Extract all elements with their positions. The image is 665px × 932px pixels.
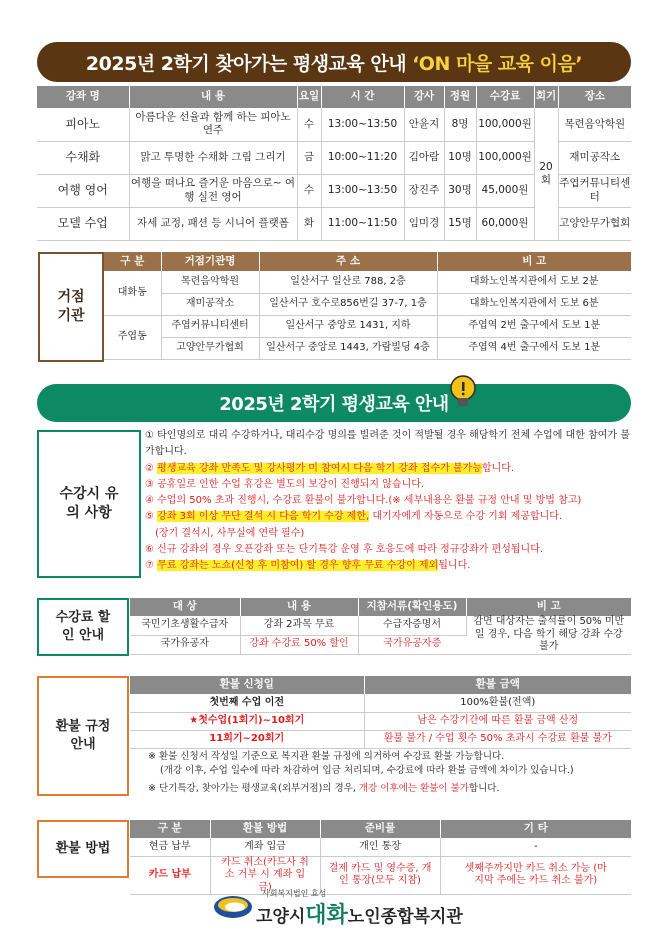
discount-note: 감면 대상자는 출석률이 50% 미만일 경우, 다음 학기 해당 강좌 수강 불가: [466, 616, 631, 654]
discount-doc: 수급자증명서: [358, 616, 466, 635]
course-place: 재미공작소: [558, 141, 631, 174]
method-header: [130, 820, 631, 838]
refund-amount: 남은 수강기간에 따른 환불 금액 산정: [364, 712, 631, 730]
discount-content: 강좌 수강료 50% 할인: [240, 635, 358, 654]
course-header: [37, 86, 631, 108]
col-document: 지참서류(확인용도): [358, 598, 466, 616]
course-name: 모델 수업: [37, 207, 129, 240]
col-day: 요일: [297, 86, 321, 108]
note-4: ④ 수업의 50% 초과 진행시, 수강료 환불이 불가합니다.(※ 세부내용은 환불 규정 안내 및 방법 참고): [145, 495, 582, 507]
col-fee: 수강료: [476, 86, 534, 108]
course-fee: 45,000원: [476, 174, 534, 207]
table-row: [104, 293, 631, 315]
col-note: 비 고: [466, 598, 631, 616]
course-day: 금: [297, 141, 321, 174]
col-time: 시 간: [321, 86, 404, 108]
course-fee: 100,000원: [476, 141, 534, 174]
course-place: 주엽커뮤니티센터: [558, 174, 631, 207]
method-type: 카드 납부: [130, 856, 210, 895]
note-1: ① 타인명의로 대리 수강하거나, 대리수강 명의를 빌려준 것이 적발될 경우 해당학기 전체 수업에 대한 참여가 불가합니다.: [145, 430, 630, 458]
refund-when: ★첫수업(1회기)~10회기: [130, 712, 364, 730]
note-3: ③ 공휴일로 인한 수업 휴강은 별도의 보강이 진행되지 않습니다.: [145, 478, 425, 490]
base-area: 대화동: [104, 271, 161, 315]
method-how: 계좌 입금: [210, 838, 320, 856]
col-area: 구 분: [104, 252, 161, 271]
refund-footnote-3: ※ 단기특강, 찾아가는 평생교육(외부거점)의 경우, 개강 이후에는 환불이 불가합니다.: [148, 783, 500, 794]
discount-header: [130, 598, 631, 616]
method-prep: 개인 통장: [320, 838, 440, 856]
table-row: [130, 730, 631, 748]
table-row: [130, 838, 631, 856]
discount-target: 국민기초생활수급자: [130, 616, 240, 635]
course-teacher: 안윤지: [404, 108, 444, 141]
base-note: 대화노인복지관에서 도보 6분: [437, 293, 631, 315]
discount-table: [130, 598, 631, 655]
refund-table: [130, 676, 631, 749]
top-banner: [37, 42, 631, 82]
course-capacity: 15명: [444, 207, 476, 240]
refund-amount: 100%환불(전액): [364, 694, 631, 712]
course-day: 화: [297, 207, 321, 240]
course-time: 10:00~11:20: [321, 141, 404, 174]
course-sessions: 20회: [534, 108, 558, 240]
base-address: 일산서구 중앙로 1443, 가람빌딩 4층: [259, 337, 437, 359]
base-note: 주엽역 2번 출구에서 도보 1분: [437, 315, 631, 337]
table-row: [104, 337, 631, 359]
notes-list: [145, 428, 635, 575]
method-label: 환불 방법: [37, 820, 129, 878]
col-sessions: 회기: [534, 86, 558, 108]
course-fee: 100,000원: [476, 108, 534, 141]
course-name: 수채화: [37, 141, 129, 174]
col-target: 대 상: [130, 598, 240, 616]
refund-footnote-2: (개강 이후, 수업 일수에 따라 차감하여 입금 처리되며, 수강료에 따라 환불 금액에 차이가 있습니다.): [160, 765, 574, 776]
course-content: 아름다운 선율과 함께 하는 피아노 연주: [129, 108, 297, 141]
col-teacher: 강사: [404, 86, 444, 108]
course-content: 맑고 투명한 수채화 그림 그리기: [129, 141, 297, 174]
table-row: [130, 712, 631, 730]
course-place: 목련음악학원: [558, 108, 631, 141]
note-6: ⑥ 신규 강좌의 경우 오픈강좌 또는 단기특강 운영 후 호응도에 따라 정규강좌가 편성됩니다.: [145, 544, 544, 556]
note-2: ② 평생교육 강좌 만족도 및 강사평가 미 참여시 다음 학기 강좌 접수가 불가능합니다.: [145, 462, 515, 474]
course-capacity: 30명: [444, 174, 476, 207]
col-prep: 준비물: [320, 820, 440, 838]
course-content: 자세 교정, 패션 등 시니어 플랫폼: [129, 207, 297, 240]
course-day: 수: [297, 108, 321, 141]
course-name: 여행 영어: [37, 174, 129, 207]
refund-amount: 환불 불가 / 수업 횟수 50% 초과시 수강료 환불 불가: [364, 730, 631, 748]
col-address: 주 소: [259, 252, 437, 271]
refund-footnote-1: ※ 환불 신청서 작성일 기준으로 복지관 환불 규정에 의거하여 수강료 환불 가능합니다.: [148, 751, 505, 762]
method-prep: 결제 카드 및 영수증, 개인 통장(모두 지참): [320, 856, 440, 895]
banner2-title: 2025년 2학기 평생교육 안내: [219, 394, 449, 415]
course-fee: 60,000원: [476, 207, 534, 240]
table-row: [130, 694, 631, 712]
footer-logo: [212, 888, 463, 928]
table-row: [104, 315, 631, 337]
discount-doc: 국가유공자증: [358, 635, 466, 654]
col-refund-date: 환불 신청일: [130, 676, 364, 694]
course-day: 수: [297, 174, 321, 207]
base-address: 일산서구 호수로856번길 37-7, 1층: [259, 293, 437, 315]
banner-title: 2025년 2학기 찾아가는 평생교육 안내: [85, 52, 407, 75]
course-teacher: 장진주: [404, 174, 444, 207]
col-content: 내 용: [240, 598, 358, 616]
col-type: 구 분: [130, 820, 210, 838]
method-etc: 셋째주까지만 카드 취소 가능 (마지막 주에는 카드 취소 불가): [440, 856, 631, 895]
course-teacher: 임미경: [404, 207, 444, 240]
base-org: 고양안무가협회: [161, 337, 259, 359]
note-5: ⑤ 강좌 3회 이상 무단 결석 시 다음 학기 수강 제한, 대기자에게 자동으로 수강 기회 제공합니다.: [145, 511, 563, 523]
base-note: 주엽역 4번 출구에서 도보 1분: [437, 337, 631, 359]
refund-header: [130, 676, 631, 694]
col-place: 장소: [558, 86, 631, 108]
col-etc: 기 타: [440, 820, 631, 838]
discount-target: 국가유공자: [130, 635, 240, 654]
table-row: [104, 271, 631, 293]
refund-when: 11회기~20회기: [130, 730, 364, 748]
section-banner: [37, 384, 631, 422]
logo-title: 고양시대화노인종합복지관: [256, 903, 463, 928]
lightbulb-icon: [448, 374, 478, 410]
course-time: 11:00~11:50: [321, 207, 404, 240]
method-table: [130, 820, 631, 895]
discount-content: 강좌 2과목 무료: [240, 616, 358, 635]
base-address: 일산서구 중앙로 1431, 지하: [259, 315, 437, 337]
col-capacity: 정원: [444, 86, 476, 108]
col-org: 거점기관명: [161, 252, 259, 271]
course-time: 13:00~13:50: [321, 108, 404, 141]
base-org: 목련음악학원: [161, 271, 259, 293]
course-table: [37, 86, 631, 241]
discount-label: 수강료 할인 안내: [37, 598, 129, 656]
col-course-name: 강좌 명: [37, 86, 129, 108]
notes-label: 수강시 유의 사항: [37, 430, 141, 578]
col-content: 내 용: [129, 86, 297, 108]
note-5-sub: (장기 결석시, 사무실에 연락 필수): [155, 527, 305, 539]
refund-when: 첫번째 수업 이전: [130, 694, 364, 712]
refund-label: 환불 규정 안내: [37, 676, 129, 796]
base-address: 일산서구 일산로 788, 2층: [259, 271, 437, 293]
col-note: 비 고: [437, 252, 631, 271]
logo-subtitle: 사회복지법인 효성: [262, 889, 327, 898]
base-area: 주엽동: [104, 315, 161, 359]
note-7: ⑦ 무료 강좌는 노쇼(신청 후 미참여) 할 경우 향후 무료 수강이 제외됩니다.: [145, 560, 471, 572]
base-label: 거점 기관: [38, 252, 104, 362]
course-name: 피아노: [37, 108, 129, 141]
course-capacity: 8명: [444, 108, 476, 141]
method-type: 현금 납부: [130, 838, 210, 856]
course-teacher: 김아람: [404, 141, 444, 174]
col-refund-amount: 환불 금액: [364, 676, 631, 694]
method-how: 카드 취소(카드사 취소 거부 시 계좌 입금): [210, 856, 320, 895]
method-etc: -: [440, 838, 631, 856]
course-time: 13:00~13:50: [321, 174, 404, 207]
base-header: [104, 252, 631, 271]
base-table: [104, 252, 631, 360]
course-capacity: 10명: [444, 141, 476, 174]
base-org: 재미공작소: [161, 293, 259, 315]
course-content: 여행을 떠나요 즐거운 마음으로~ 여행 실전 영어: [129, 174, 297, 207]
banner-highlight: ‘ON 마을 교육 이음’: [412, 52, 583, 75]
base-note: 대화노인복지관에서 도보 2분: [437, 271, 631, 293]
col-how: 환불 방법: [210, 820, 320, 838]
logo-mark-icon: [212, 892, 254, 922]
table-row: [130, 616, 631, 635]
base-org: 주엽커뮤니티센터: [161, 315, 259, 337]
course-place: 고양안무가협회: [558, 207, 631, 240]
table-row: [37, 108, 631, 141]
